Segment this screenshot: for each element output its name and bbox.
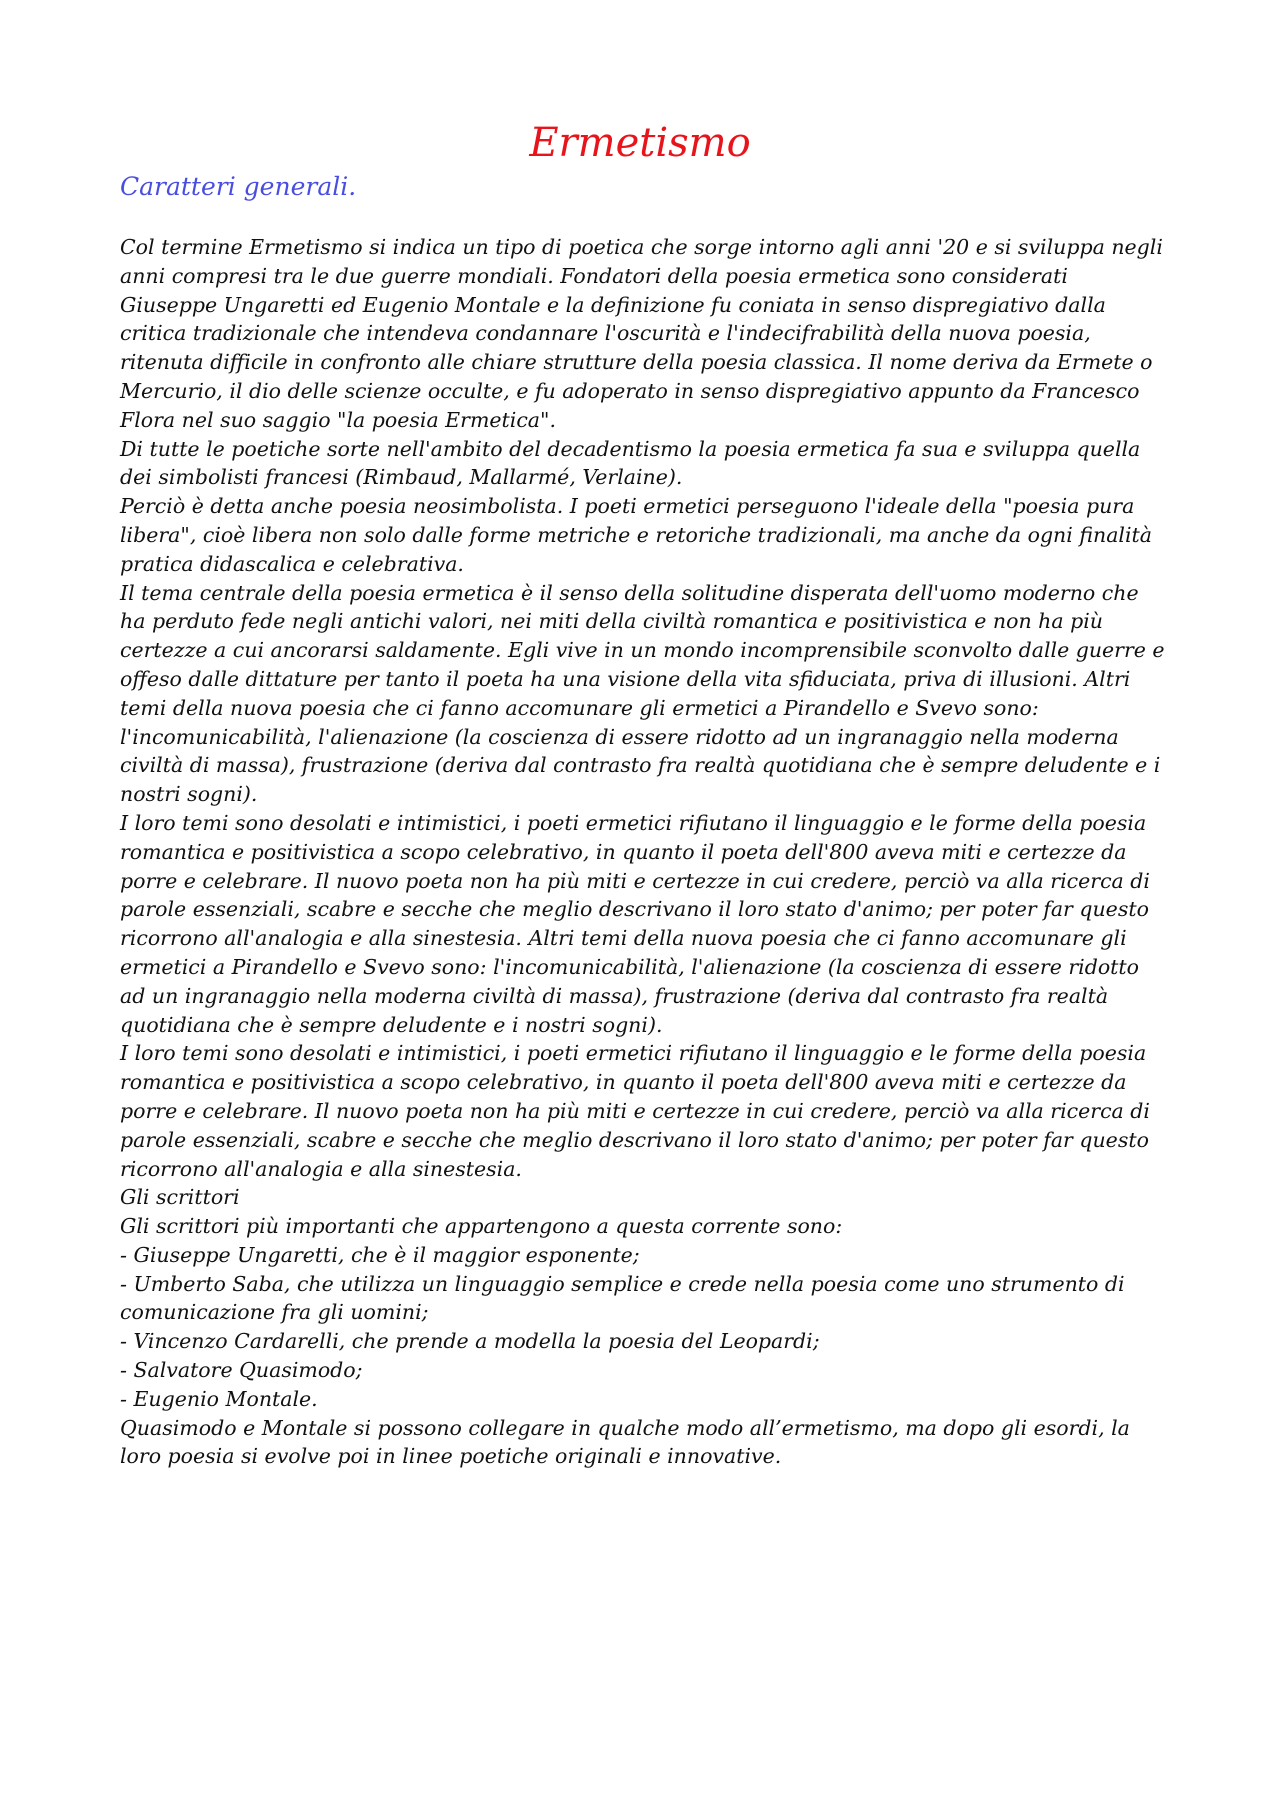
list-item: - Giuseppe Ungaretti, che è il maggior esponente; bbox=[120, 1242, 640, 1267]
page-title: Ermetismo bbox=[529, 120, 751, 166]
list-item: - Eugenio Montale. bbox=[120, 1386, 318, 1411]
section-subtitle: Caratteri generali. bbox=[120, 172, 357, 201]
list-item: - Salvatore Quasimodo; bbox=[120, 1358, 363, 1383]
paragraph: Il tema centrale della poesia ermetica è il senso della solitudine disperata dell'uomo moderno che ha perduto fede negli antichi valori, nei miti della civiltà romantica e positivistica e non ha più certezze a cui ancorarsi saldamente. Egli vive in un mondo incomprensibile sconvolto dalle guerre e offeso dalle dittature per tanto il poeta ha una visione della vita sfiduciata, priva di illusioni. Altri temi della nuova poesia che ci fanno accomunare gli ermetici a Pirandello e Svevo sono: l'incomunicabilità, l'alienazione (la coscienza di essere ridotto ad un ingranaggio nella moderna civiltà di massa), frustrazione (deriva dal contrasto fra realtà quotidiana che è sempre deludente e i nostri sogni). bbox=[120, 580, 1165, 807]
paragraph: I loro temi sono desolati e intimistici, i poeti ermetici rifiutano il linguaggio e le forme della poesia romantica e positivistica a scopo celebrativo, in quanto il poeta dell'800 aveva miti e certezze da porre e celebrare. Il nuovo poeta non ha più miti e certezze in cui credere, perciò va alla ricerca di parole essenziali, scabre e secche che meglio descrivano il loro stato d'animo; per poter far questo ricorrono all'analogia e alla sinestesia. bbox=[120, 1041, 1150, 1181]
paragraph: I loro temi sono desolati e intimistici, i poeti ermetici rifiutano il linguaggio e le forme della poesia romantica e positivistica a scopo celebrativo, in quanto il poeta dell'800 aveva miti e certezze da porre e celebrare. Il nuovo poeta non ha più miti e certezze in cui credere, perciò va alla ricerca di parole essenziali, scabre e secche che meglio descrivano il loro stato d'animo; per poter far questo ricorrono all'analogia e alla sinestesia. Altri temi della nuova poesia che ci fanno accomunare gli ermetici a Pirandello e Svevo sono: l'incomunicabilità, l'alienazione (la coscienza di essere ridotto ad un ingranaggio nella moderna civiltà di massa), frustrazione (deriva dal contrasto fra realtà quotidiana che è sempre deludente e i nostri sogni). bbox=[120, 810, 1150, 1037]
paragraph: Col termine Ermetismo si indica un tipo di poetica che sorge intorno agli anni '20 e si sviluppa negli anni compresi tra le due guerre mondiali. Fondatori della poesia ermetica sono considerati Giuseppe Ungaretti ed Eugenio Montale e la definizione fu coniata in senso dispregiativo dalla critica tradizionale che intendeva condannare l'oscurità e l'indecifrabilità della nuova poesia, ritenuta difficile in confronto alle chiare strutture della poesia classica. Il nome deriva da Ermete o Mercurio, il dio delle scienze occulte, e fu adoperato in senso dispregiativo appunto da Francesco Flora nel suo saggio "la poesia Ermetica". bbox=[120, 235, 1163, 432]
document-body bbox=[120, 233, 1170, 1471]
section-heading-writers: Gli scrittori bbox=[120, 1185, 240, 1210]
list-item: - Umberto Saba, che utilizza un linguaggio semplice e crede nella poesia come uno strumento di comunicazione fra gli uomini; bbox=[120, 1271, 1125, 1325]
paragraph: Quasimodo e Montale si possono collegare in qualche modo all’ermetismo, ma dopo gli esordi, la loro poesia si evolve poi in linee poetiche originali e innovative. bbox=[120, 1415, 1130, 1469]
list-item: - Vincenzo Cardarelli, che prende a modella la poesia del Leopardi; bbox=[120, 1329, 820, 1354]
paragraph: Gli scrittori più importanti che appartengono a questa corrente sono: bbox=[120, 1214, 843, 1239]
paragraph: Perciò è detta anche poesia neosimbolista. I poeti ermetici perseguono l'ideale della "poesia pura libera", cioè libera non solo dalle forme metriche e retoriche tradizionali, ma anche da ogni finalità pratica didascalica e celebrativa. bbox=[120, 494, 1153, 576]
paragraph: Di tutte le poetiche sorte nell'ambito del decadentismo la poesia ermetica fa sua e sviluppa quella dei simbolisti francesi (Rimbaud, Mallarmé, Verlaine). bbox=[120, 436, 1141, 490]
